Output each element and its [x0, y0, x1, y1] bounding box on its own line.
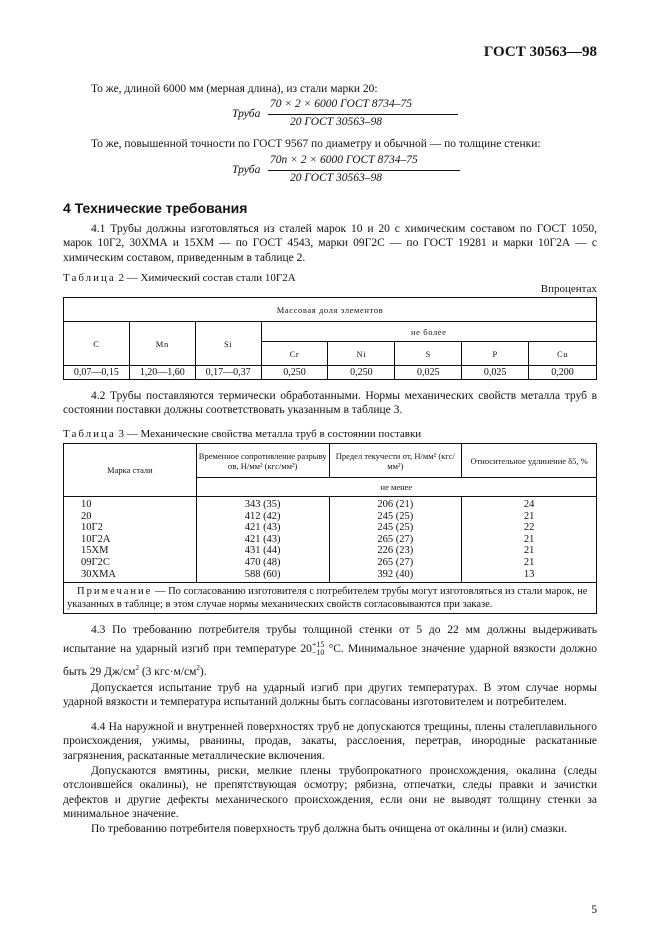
table-2-col-cu: Cu — [529, 342, 597, 366]
table-3-elongation: 21 — [523, 510, 535, 522]
table-2-cell: 0,025 — [395, 366, 462, 380]
table-3-yield: 206 (21) — [377, 499, 414, 510]
table-2-caption-text: 2 — Химический состав стали 10Г2А — [118, 272, 296, 284]
page-number: 5 — [591, 904, 597, 916]
table-3-note — [64, 583, 597, 614]
paragraph-4-4-2: Допускаются вмятины, риски, мелкие плены трубопрокатного происхождения, окалина (следы отслоившейся окалины), не препятствующая осмотру; рябизна, отпечатки, следы правки и зачистки дефектов и другие дефекты механического происхождения, если они не выводят толщину стенки за минимальное значение. — [63, 765, 597, 820]
table-3-elongation-values — [462, 497, 597, 583]
table-3-caption-word: Таблица — [63, 428, 116, 440]
paragraph-4-2: 4.2 Трубы поставляются термически обработанными. Нормы механических свойств металла труб в состоянии поставки должны соответствовать указанным в таблице 3. — [63, 390, 597, 417]
table-3-grade: 10Г2 — [81, 522, 103, 534]
intro-line-1 — [63, 82, 597, 96]
table-3-grades — [64, 497, 197, 583]
paragraph-4-3-2: Допускается испытание труб на ударный изгиб при других температурах. В этом случае нормы ударной вязкости и температура испытаний должны быть согласованы изготовителем и потребителем. — [63, 682, 597, 709]
table-3-yield: 245 (25) — [377, 510, 414, 522]
table-2-cell: 0,07—0,15 — [64, 366, 130, 380]
table-2-col-si: Si — [195, 322, 261, 366]
formula-2-fraction-line — [268, 170, 460, 171]
table-3-head-elongation: Относительное удлинение δ5, % — [462, 444, 597, 478]
temperature-tolerance — [312, 641, 325, 657]
table-3-head-tensile: Временное сопротивление разрыву σв, Н/мм² (кгс/мм²) — [196, 444, 329, 478]
table-3-head-grade: Марка стали — [64, 444, 197, 497]
table-2-caption-word: Таблица — [63, 272, 116, 284]
formula-2-numerator: 70п × 2 × 6000 ГОСТ 8734–75 — [270, 154, 418, 166]
table-2-caption — [63, 272, 296, 284]
table-2-cell: 0,025 — [462, 366, 529, 380]
table-3-yield: 265 (27) — [377, 533, 414, 545]
table-2-col-cr: Cr — [261, 342, 328, 366]
intro-line-2-text: То же, повышенной точности по ГОСТ 9567 по диаметру и обычной — по толщине стенки: — [91, 138, 541, 150]
paragraph-4-3-text-c: (3 кгс·м/см — [138, 665, 197, 678]
table-3-caption — [63, 428, 421, 440]
formula-1 — [232, 98, 462, 132]
table-3-tensile-values — [196, 497, 329, 583]
table-2-cell: 0,250 — [261, 366, 328, 380]
table-3-tensile: 343 (35) — [244, 499, 281, 510]
table-3-tensile: 470 (48) — [244, 556, 281, 568]
table-3-note-text: — По согласованию изготовителя с потребителем трубы могут изготовляться из стали марок, не указанных в таблице; в этом случае нормы механических свойств согласовываются при заказе. — [67, 586, 588, 611]
table-3 — [63, 443, 597, 614]
paragraph-4-4-3: По требованию потребителя поверхность труб должна быть очищена от окалины и (или) смазки. — [91, 823, 568, 835]
table-3-tensile: 588 (60) — [244, 568, 281, 580]
formula-1-numerator: 70 × 2 × 6000 ГОСТ 8734–75 — [270, 98, 413, 110]
table-3-yield: 245 (25) — [377, 522, 414, 534]
table-3-note-word: Примечание — [77, 586, 153, 598]
tolerance-lower: −10 — [311, 648, 325, 658]
table-3-elongation: 13 — [523, 568, 535, 580]
table-2-unit: Впроцентах — [540, 283, 597, 295]
table-3-elongation: 21 — [523, 556, 535, 568]
standard-header: ГОСТ 30563—98 — [483, 44, 597, 60]
paragraph-4-1: 4.1 Трубы должны изготовляться из сталей марок 10 и 20 с химическим составом по ГОСТ 1050, марок 10Г2, 30ХМА и 15ХМ — по ГОСТ 4543, марки 09Г2С — по ГОСТ 19281 и марки 10Г2А — с химическим составом, приведенным в таблице 2. — [63, 223, 597, 264]
table-3-tensile: 421 (43) — [244, 522, 281, 534]
table-3-grade: 20 — [81, 510, 92, 522]
table-3-elongation: 24 — [523, 499, 535, 510]
paragraph-4-3-text-a: 4.3 По требованию потребителя трубы толщиной стенки от 5 до 22 мм должны выдерживать испытание на ударный изгиб при температуре 20 — [63, 624, 597, 655]
table-3-yield: 392 (40) — [377, 568, 414, 580]
tolerance-upper: +15 — [311, 640, 325, 650]
table-3-tensile: 421 (43) — [244, 533, 281, 545]
table-2-col-c: C — [64, 322, 130, 366]
formula-1-denominator: 20 ГОСТ 30563–98 — [290, 116, 383, 128]
table-2 — [63, 297, 597, 380]
table-3-tensile: 412 (42) — [244, 510, 281, 522]
formula-1-fraction-line — [268, 114, 458, 115]
table-2-head-nobole: не более — [261, 322, 596, 342]
table-2-cell: 1,20—1,60 — [129, 366, 195, 380]
table-3-tensile: 431 (44) — [244, 545, 281, 557]
formula-1-label: Труба — [232, 108, 261, 120]
table-3-head-nemenee: не менее — [196, 478, 596, 497]
table-3-yield: 226 (23) — [377, 545, 414, 557]
table-2-col-ni: Ni — [328, 342, 395, 366]
table-3-elongation: 21 — [523, 545, 535, 557]
formula-2 — [232, 154, 462, 188]
table-3-grade: 10 — [81, 499, 92, 510]
table-2-cell: 0,200 — [529, 366, 597, 380]
table-2-head-mass: Массовая доля элементов — [64, 298, 597, 322]
table-3-grade: 09Г2С — [81, 556, 110, 568]
table-3-elongation: 21 — [523, 533, 535, 545]
paragraph-4-3: 4.3 По требованию потребителя трубы толщиной стенки от 5 до 22 мм должны выдерживать испытание на ударный изгиб при температуре 20 +15 −10 °С. Минимальное значение ударной вязкости должно быть 29 $Дж/см^2$ (3 $кгс\cdot м/см^2$). — [63, 624, 597, 678]
formula-2-denominator: 20 ГОСТ 30563–98 — [290, 172, 383, 184]
intro-line-1-text: То же, длиной 6000 мм (мерная длина), из стали марки 20: — [91, 83, 378, 95]
table-3-elongation: 22 — [523, 522, 535, 534]
table-3-caption-text: 3 — Механические свойства металла труб в состоянии поставки — [118, 428, 422, 440]
table-3-grade: 15ХМ — [81, 545, 109, 557]
table-2-cell: 0,17—0,37 — [195, 366, 261, 380]
table-2-col-mn: Mn — [129, 322, 195, 366]
section-4-title: 4 Технические требования — [63, 200, 248, 216]
table-3-grade: 30ХМА — [81, 568, 117, 580]
paragraph-4-3-text-d: ). — [199, 665, 207, 678]
table-2-col-p: P — [462, 342, 529, 366]
formula-2-label: Труба — [232, 164, 261, 176]
paragraph-4-3-text-b: °С. Минимальное значение ударной вязкости должно быть 29 Дж/см — [63, 643, 597, 678]
table-2-cell: 0,250 — [328, 366, 395, 380]
table-3-grade: 10Г2А — [81, 533, 111, 545]
table-3-yield: 265 (27) — [377, 556, 414, 568]
intro-line-2 — [63, 137, 597, 151]
table-3-head-yield: Предел текучести σт, Н/мм² (кгс/мм²) — [329, 444, 462, 478]
table-3-yield-values — [329, 497, 462, 583]
paragraph-4-4: 4.4 На наружной и внутренней поверхностях труб не допускаются трещины, плены сталеплавильного происхождения, ужимы, рванины, продав, закаты, расслоения, перетрав, инородные раскатанные загрязнения, раскатанные металлические включения. — [63, 721, 597, 762]
table-2-col-s: S — [395, 342, 462, 366]
